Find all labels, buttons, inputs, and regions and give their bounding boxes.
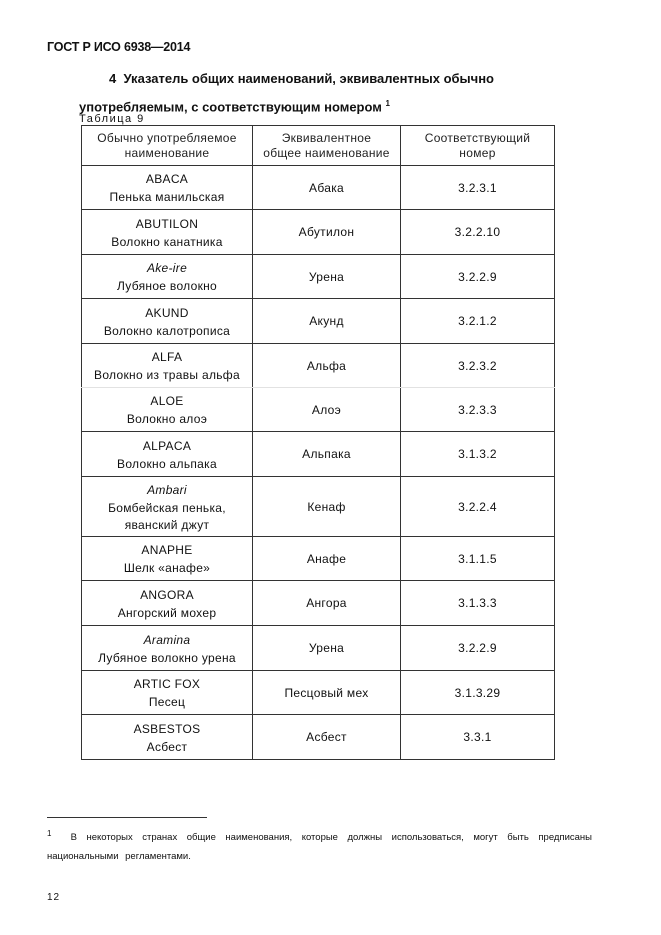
table-header-row: [82, 126, 555, 166]
common-name-cell: ASBESTOS Асбест: [82, 715, 253, 760]
number-cell: 3.3.1: [401, 715, 555, 760]
table-row: [82, 344, 555, 388]
col-header-equivalent: Эквивалентное общее наименование: [253, 126, 401, 166]
equivalent-cell: Альпака: [253, 432, 401, 477]
common-name-cell: ABACA Пенька манильская: [82, 166, 253, 210]
number-cell: 3.2.3.1: [401, 166, 555, 210]
number-cell: 3.2.3.3: [401, 388, 555, 432]
equivalent-cell: Алоэ: [253, 388, 401, 432]
table-row: [82, 255, 555, 299]
table-row: [82, 166, 555, 210]
section-title-line2: употребляемым, с соответствующим номером: [79, 99, 382, 115]
common-name-cell: ABUTILON Волокно канатника: [82, 210, 253, 255]
number-cell: 3.2.2.9: [401, 255, 555, 299]
section-heading: [79, 66, 579, 119]
number-cell: 3.1.3.2: [401, 432, 555, 477]
col-header-number: Соответствующий номер: [401, 126, 555, 166]
number-cell: 3.1.1.5: [401, 537, 555, 581]
footnote-divider: [47, 817, 207, 818]
number-cell: 3.2.2.9: [401, 626, 555, 671]
common-name-cell: Aramina Лубяное волокно урена: [82, 626, 253, 671]
footnote-text: В некоторых странах общие наименования, которые должны использоваться, могут быть предписаны национальными регламентами.: [47, 832, 593, 863]
equivalent-cell: Ангора: [253, 581, 401, 626]
equivalent-cell: Песцовый мех: [253, 671, 401, 715]
equivalent-cell: Альфа: [253, 344, 401, 388]
number-cell: 3.1.3.29: [401, 671, 555, 715]
common-name-cell: ANAPHE Шелк «анафе»: [82, 537, 253, 581]
table-row: [82, 715, 555, 760]
equivalent-cell: Асбест: [253, 715, 401, 760]
common-name-cell: ALPACA Волокно альпака: [82, 432, 253, 477]
number-cell: 3.2.3.2: [401, 344, 555, 388]
table-row: [82, 537, 555, 581]
common-name-cell: ALFA Волокно из травы альфа: [82, 344, 253, 388]
footnote-marker: 1: [47, 829, 52, 838]
section-number: 4: [109, 71, 117, 86]
equivalent-cell: Урена: [253, 255, 401, 299]
table-row: [82, 388, 555, 432]
table-row: [82, 581, 555, 626]
common-name-cell: ALOE Волокно алоэ: [82, 388, 253, 432]
footnote-ref: 1: [385, 99, 390, 108]
common-name-cell: Ake-ire Лубяное волокно: [82, 255, 253, 299]
table-row: [82, 671, 555, 715]
equivalent-cell: Акунд: [253, 299, 401, 344]
footnote: [47, 824, 592, 866]
section-title-line1: Указатель общих наименований, эквивалентных обычно: [123, 71, 494, 86]
equivalent-cell: Кенаф: [253, 477, 401, 537]
number-cell: 3.2.2.4: [401, 477, 555, 537]
common-name-cell: ARTIC FOX Песец: [82, 671, 253, 715]
equivalent-cell: Абутилон: [253, 210, 401, 255]
table-row: [82, 477, 555, 537]
common-name-cell: ANGORA Ангорский мохер: [82, 581, 253, 626]
number-cell: 3.1.3.3: [401, 581, 555, 626]
table-row: [82, 432, 555, 477]
common-name-cell: AKUND Волокно калотрописа: [82, 299, 253, 344]
document-code: ГОСТ Р ИСО 6938—2014: [47, 40, 191, 54]
equivalent-cell: Анафе: [253, 537, 401, 581]
common-name-cell: Ambari Бомбейская пенька, яванский джут: [82, 477, 253, 537]
page-number: 12: [47, 892, 61, 903]
table-row: [82, 299, 555, 344]
table-caption: Таблица 9: [79, 113, 145, 125]
table-row: [82, 210, 555, 255]
names-table: [81, 125, 555, 760]
number-cell: 3.2.2.10: [401, 210, 555, 255]
col-header-common-name: Обычно употребляемое наименование: [82, 126, 253, 166]
equivalent-cell: Урена: [253, 626, 401, 671]
number-cell: 3.2.1.2: [401, 299, 555, 344]
table-row: [82, 626, 555, 671]
equivalent-cell: Абака: [253, 166, 401, 210]
